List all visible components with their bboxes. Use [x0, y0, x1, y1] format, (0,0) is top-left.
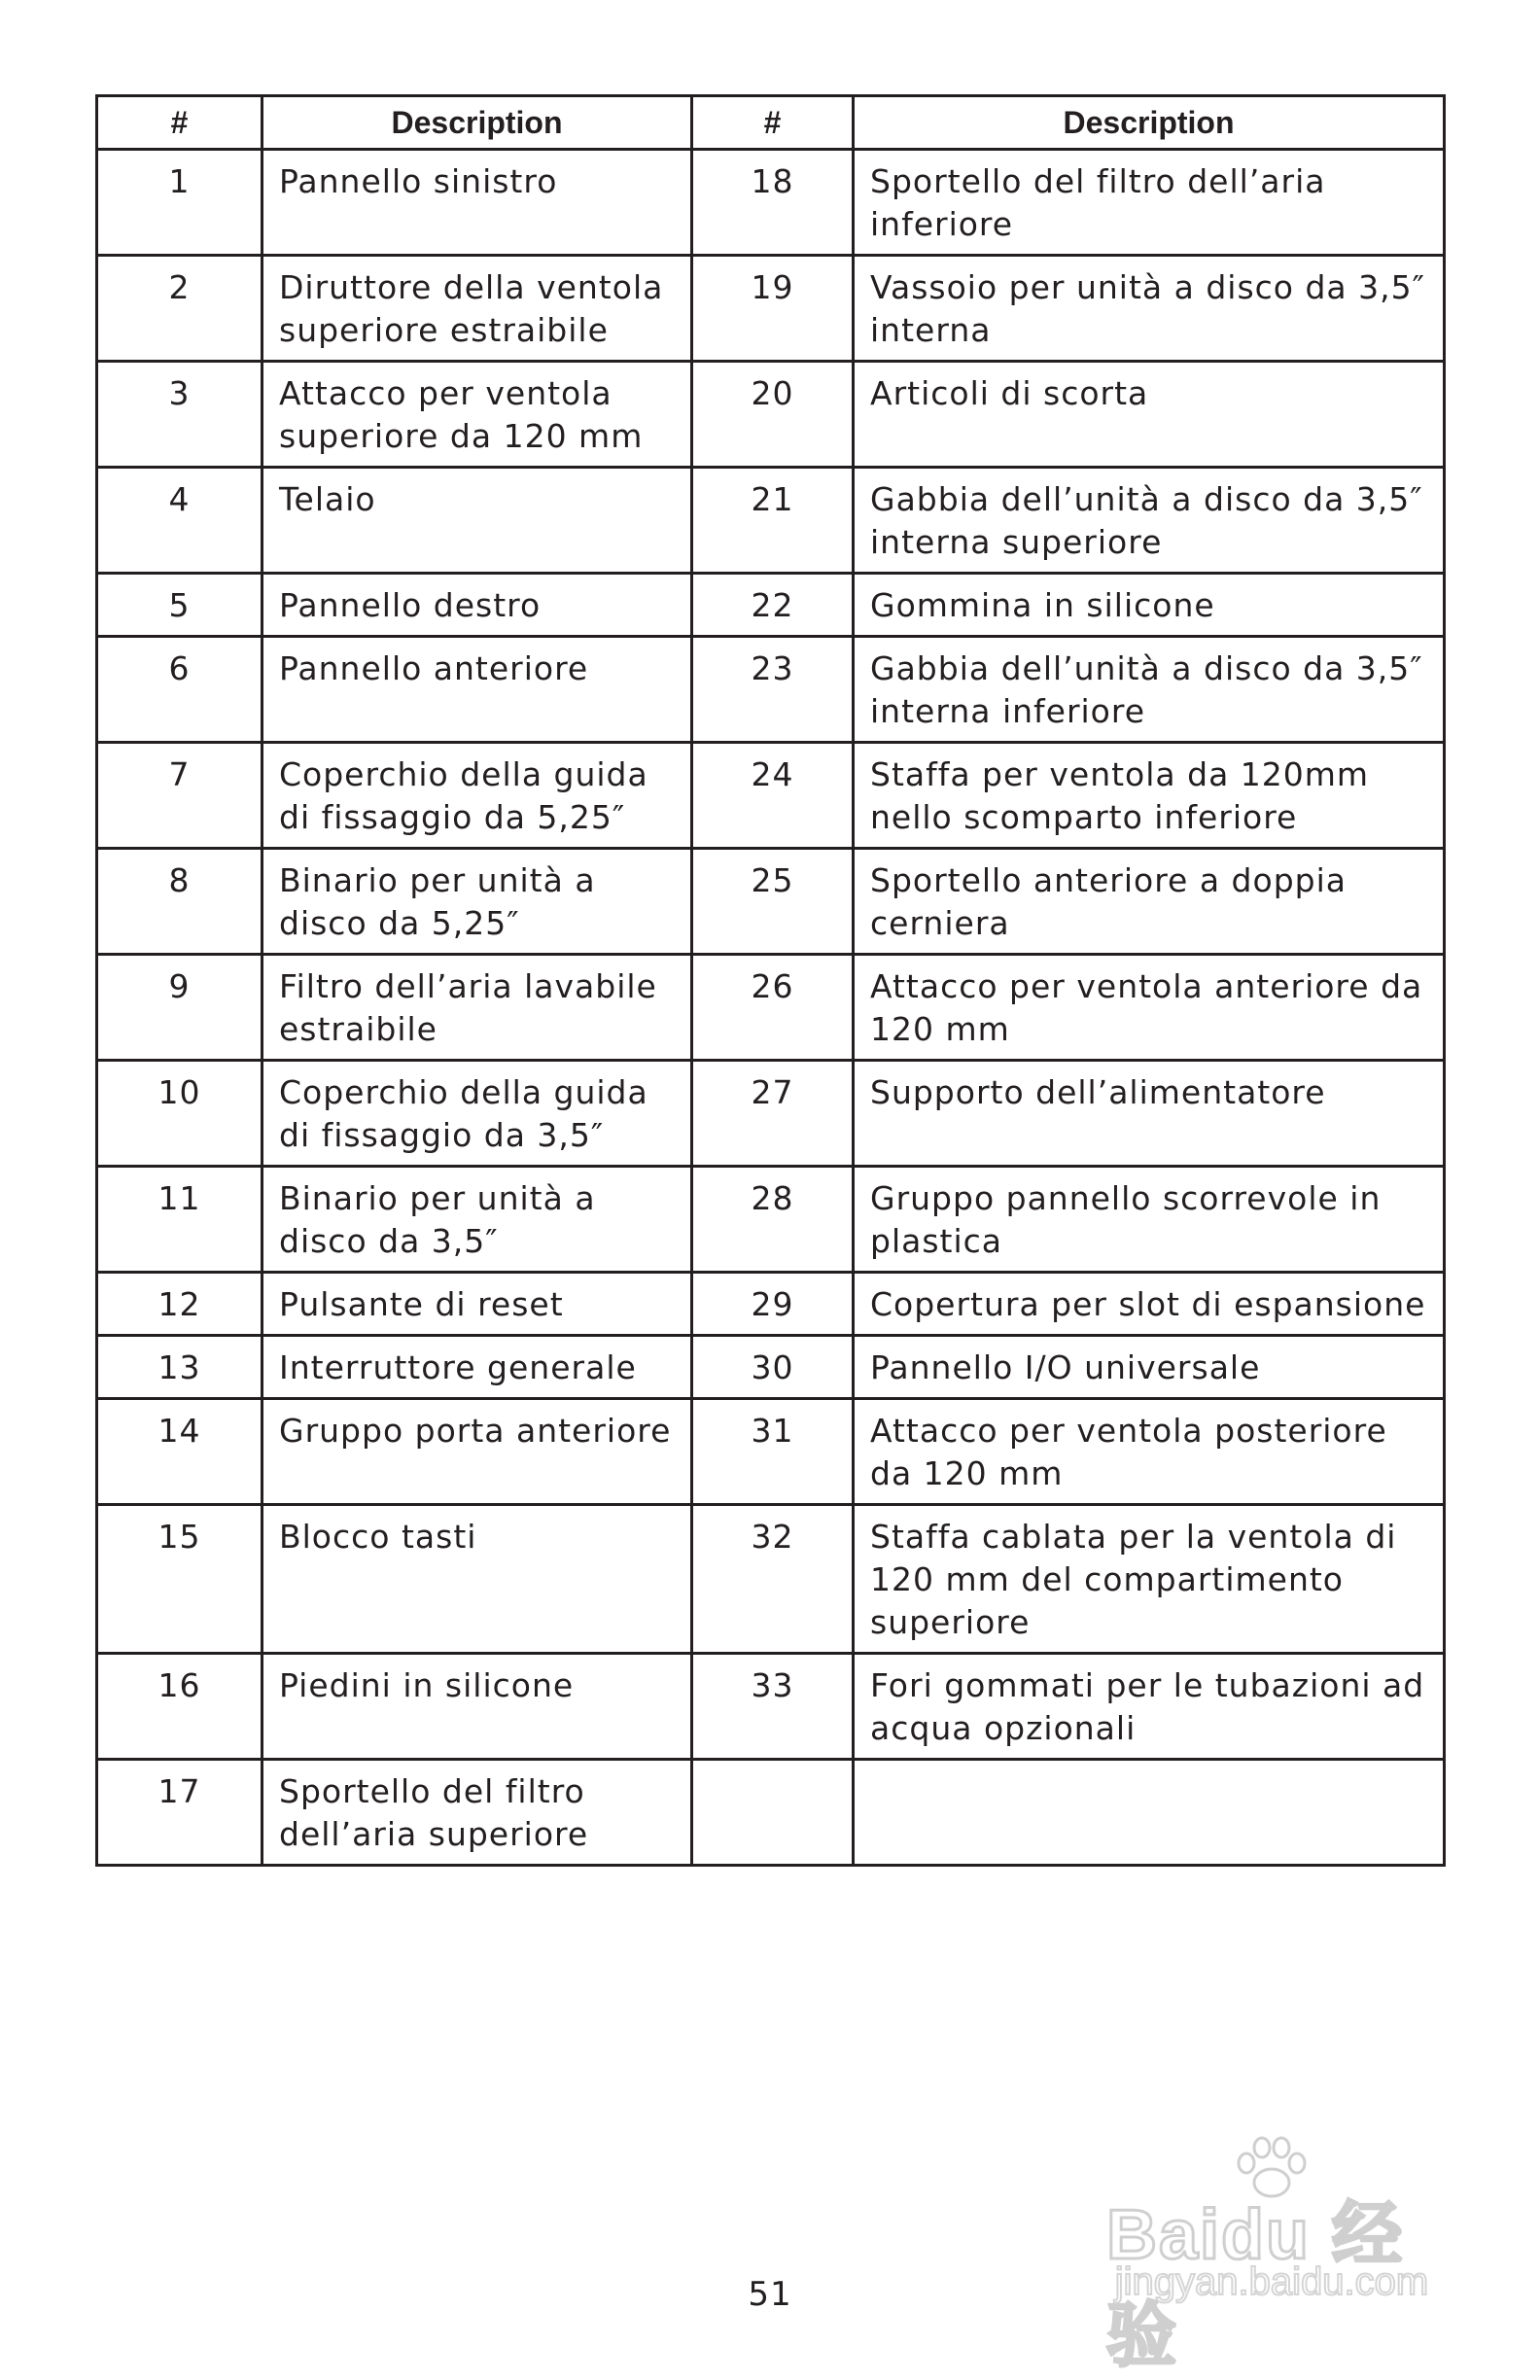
item-description: Gabbia dell’unità a disco da 3,5″ interna superiore [854, 468, 1445, 574]
item-number: 33 [692, 1654, 854, 1760]
item-number: 21 [692, 468, 854, 574]
item-number: 6 [97, 637, 262, 743]
item-number: 28 [692, 1167, 854, 1273]
item-description: Pannello I/O universale [854, 1336, 1445, 1399]
item-number: 12 [97, 1273, 262, 1336]
baidu-watermark [1087, 2134, 1456, 2375]
item-description: Telaio [262, 468, 692, 574]
item-description: Blocco tasti [262, 1505, 692, 1654]
header-number-left: # [97, 96, 262, 150]
item-number: 20 [692, 362, 854, 468]
item-description: Gabbia dell’unità a disco da 3,5″ interna inferiore [854, 637, 1445, 743]
table-row [97, 574, 1445, 637]
table-row [97, 468, 1445, 574]
watermark-brand: Baidu 经验 [1106, 2196, 1405, 2375]
item-number: 26 [692, 955, 854, 1061]
table-row [97, 1061, 1445, 1167]
item-number: 30 [692, 1336, 854, 1399]
item-number: 31 [692, 1399, 854, 1505]
item-number: 22 [692, 574, 854, 637]
item-description: Interruttore generale [262, 1336, 692, 1399]
page-number: 51 [748, 2275, 792, 2314]
item-description: Pulsante di reset [262, 1273, 692, 1336]
item-description: Articoli di scorta [854, 362, 1445, 468]
table-row [97, 1273, 1445, 1336]
item-description: Binario per unità a disco da 3,5″ [262, 1167, 692, 1273]
table-row [97, 743, 1445, 849]
item-number: 7 [97, 743, 262, 849]
item-number: 25 [692, 849, 854, 955]
item-number: 1 [97, 150, 262, 256]
item-description: Coperchio della guida di fissaggio da 5,25″ [262, 743, 692, 849]
item-description: Supporto dell’alimentatore [854, 1061, 1445, 1167]
item-description: Binario per unità a disco da 5,25″ [262, 849, 692, 955]
item-number: 16 [97, 1654, 262, 1760]
table-row [97, 150, 1445, 256]
item-description: Attacco per ventola anteriore da 120 mm [854, 955, 1445, 1061]
item-number: 17 [97, 1760, 262, 1866]
item-number: 9 [97, 955, 262, 1061]
item-description: Piedini in silicone [262, 1654, 692, 1760]
item-number: 19 [692, 256, 854, 362]
table-row [97, 1505, 1445, 1654]
table-row [97, 256, 1445, 362]
item-description: Coperchio della guida di fissaggio da 3,5″ [262, 1061, 692, 1167]
table-row [97, 1399, 1445, 1505]
item-description: Sportello del filtro dell’aria superiore [262, 1760, 692, 1866]
item-description: Diruttore della ventola superiore estraibile [262, 256, 692, 362]
parts-table [95, 94, 1446, 1867]
item-description: Fori gommati per le tubazioni ad acqua opzionali [854, 1654, 1445, 1760]
item-number: 2 [97, 256, 262, 362]
item-number: 3 [97, 362, 262, 468]
item-number: 8 [97, 849, 262, 955]
item-description: Sportello del filtro dell’aria inferiore [854, 150, 1445, 256]
item-number: 13 [97, 1336, 262, 1399]
table-row [97, 1336, 1445, 1399]
item-number: 10 [97, 1061, 262, 1167]
item-number: 4 [97, 468, 262, 574]
header-description-right: Description [854, 96, 1445, 150]
item-description: Copertura per slot di espansione [854, 1273, 1445, 1336]
item-number: 18 [692, 150, 854, 256]
item-number: 15 [97, 1505, 262, 1654]
item-description: Gruppo pannello scorrevole in plastica [854, 1167, 1445, 1273]
item-description: Attacco per ventola superiore da 120 mm [262, 362, 692, 468]
table-row [97, 1167, 1445, 1273]
item-number: 32 [692, 1505, 854, 1654]
item-description: Sportello anteriore a doppia cerniera [854, 849, 1445, 955]
item-description: Pannello sinistro [262, 150, 692, 256]
table-row [97, 849, 1445, 955]
item-description: Attacco per ventola posteriore da 120 mm [854, 1399, 1445, 1505]
item-description: Filtro dell’aria lavabile estraibile [262, 955, 692, 1061]
header-number-right: # [692, 96, 854, 150]
item-number: 5 [97, 574, 262, 637]
watermark-url: jingyan.baidu.com [1114, 2260, 1429, 2303]
item-description: Staffa per ventola da 120mm nello scomparto inferiore [854, 743, 1445, 849]
table-row [97, 362, 1445, 468]
item-number: 14 [97, 1399, 262, 1505]
item-number: 23 [692, 637, 854, 743]
header-description-left: Description [262, 96, 692, 150]
table-row [97, 637, 1445, 743]
table-row [97, 955, 1445, 1061]
item-number: 11 [97, 1167, 262, 1273]
item-description: Gruppo porta anteriore [262, 1399, 692, 1505]
item-number [692, 1760, 854, 1866]
item-description: Pannello anteriore [262, 637, 692, 743]
item-description: Vassoio per unità a disco da 3,5″ interna [854, 256, 1445, 362]
item-description [854, 1760, 1445, 1866]
item-description: Gommina in silicone [854, 574, 1445, 637]
item-description: Staffa cablata per la ventola di 120 mm del compartimento superiore [854, 1505, 1445, 1654]
item-description: Pannello destro [262, 574, 692, 637]
table-header-row [97, 96, 1445, 150]
table-row [97, 1760, 1445, 1866]
item-number: 27 [692, 1061, 854, 1167]
item-number: 24 [692, 743, 854, 849]
table-row [97, 1654, 1445, 1760]
item-number: 29 [692, 1273, 854, 1336]
